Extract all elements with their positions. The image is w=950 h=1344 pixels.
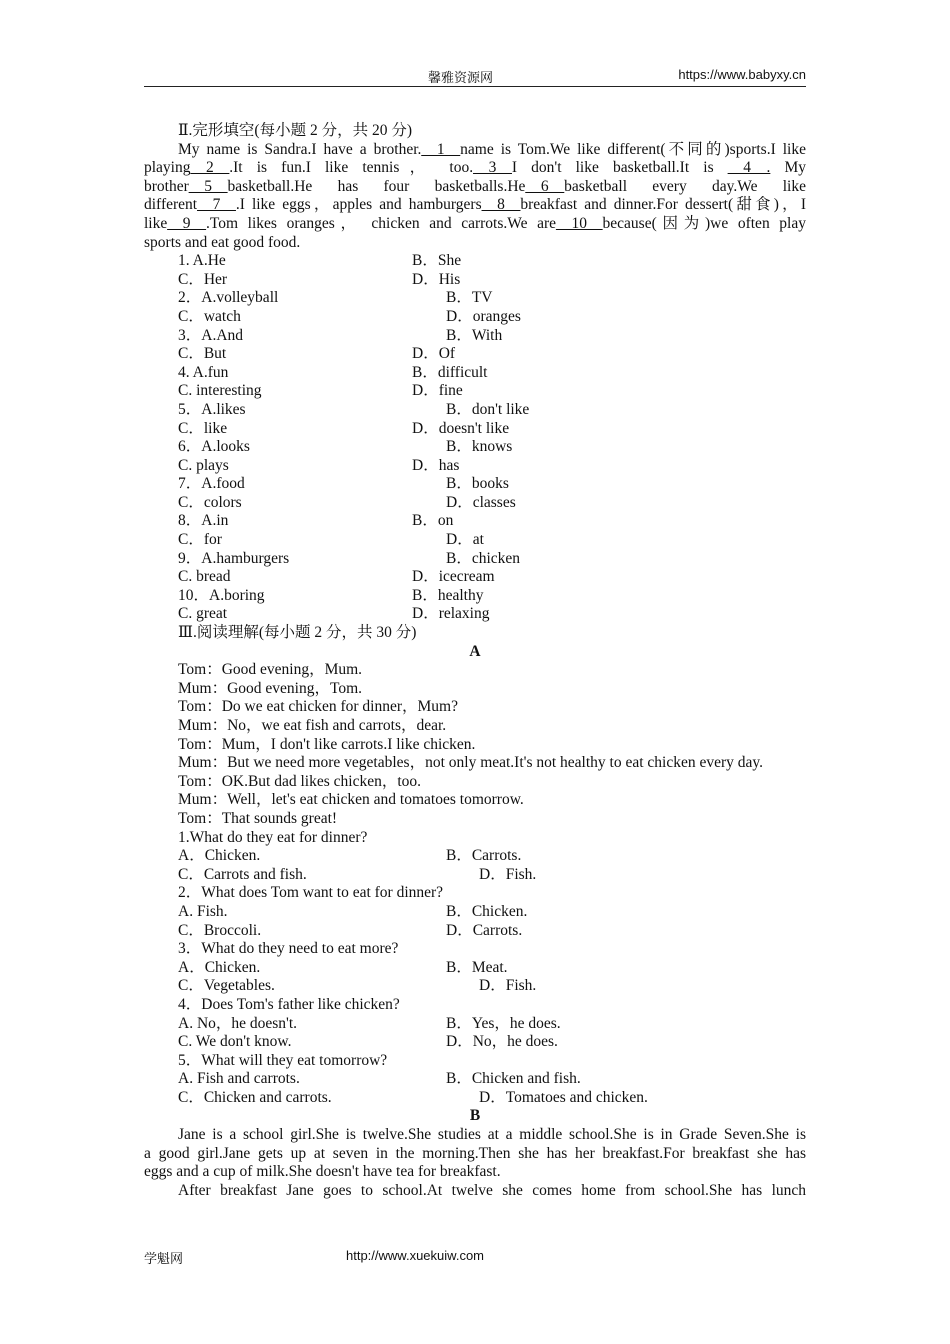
passage-b-line: a good girl.Jane gets up at seven in the morning.Then she has her breakfast.For breakfast she has — [144, 1144, 806, 1162]
header-url[interactable]: https://www.babyxy.cn — [678, 67, 806, 82]
footer-site-name: 学魁网 — [144, 1252, 184, 1267]
option-row: 1. A.He B．She — [178, 252, 462, 270]
passage-line: My name is Sandra.I have a brother.__1__name is Tom.We like different(不同的)sports.I like — [178, 140, 806, 158]
option-row: C．watch D．oranges — [178, 307, 521, 325]
dialogue-line: Tom：Do we eat chicken for dinner，Mum? — [178, 698, 458, 716]
passage-line: sports and eat good food. — [144, 233, 301, 251]
dialogue-line: Mum：But we need more vegetables，not only meat.It's not healthy to eat chicken every day. — [178, 754, 764, 772]
passage-b-line: After breakfast Jane goes to school.At twelve she comes home from school.She has lunch — [178, 1181, 806, 1199]
option-row: C. We don't know. D．No，he does. — [178, 1033, 558, 1051]
option-row: C．Her D．His — [178, 270, 461, 288]
option-row: A. Fish. B．Chicken. — [178, 902, 528, 920]
option-row: A. No，he doesn't. B．Yes，he does. — [178, 1014, 561, 1032]
passage-line: playing__2__.It is fun.I like tennis， too.__3__I don't like basketball.It is __4__. My — [144, 159, 807, 177]
blank-6: __6__ — [525, 177, 565, 195]
blank-10: __10__ — [556, 214, 603, 232]
blank-3: __3__ — [473, 159, 512, 177]
passage-b-line: Jane is a school girl.She is twelve.She studies at a middle school.She is in Grade Seven.She is — [178, 1126, 806, 1144]
passage-line: brother__5__basketball.He has four basketballs.He__6__basketball every day.We like — [144, 177, 806, 195]
option-row: C．Broccoli. D．Carrots. — [178, 921, 523, 939]
option-row: 8．A.in B．on — [178, 512, 454, 530]
option-row: C．Carrots and fish. D．Fish. — [178, 865, 537, 883]
option-row: 9．A.hamburgers B．chicken — [178, 549, 521, 567]
option-row: 6．A.looks B．knows — [178, 438, 513, 456]
question-text: 1.What do they eat for dinner? — [178, 828, 368, 846]
dialogue-line: Mum：Good evening，Tom. — [178, 679, 363, 697]
option-row: 10．A.boring B．healthy — [178, 586, 484, 604]
option-row: C. great D．relaxing — [178, 605, 490, 623]
document-body — [144, 122, 806, 1200]
part-a-heading: A — [469, 642, 481, 660]
passage-b-line: eggs and a cup of milk.She doesn't have tea for breakfast. — [144, 1163, 501, 1181]
option-row: A. Fish and carrots. B．Chicken and fish. — [178, 1070, 581, 1088]
dialogue-line: Tom：Mum，I don't like carrots.I like chicken. — [178, 735, 476, 753]
blank-2: __2__ — [190, 159, 230, 177]
option-row: C．Chicken and carrots. D．Tomatoes and chicken. — [178, 1088, 648, 1106]
dialogue-line: Tom：That sounds great! — [178, 809, 338, 827]
header-site-name: 馨雅资源网 — [428, 71, 494, 86]
dialogue-line: Tom：OK.But dad likes chicken，too. — [178, 772, 422, 790]
option-row: 2．A.volleyball B．TV — [178, 289, 493, 307]
footer-url[interactable]: http://www.xuekuiw.com — [346, 1248, 484, 1263]
question-text: 3．What do they need to eat more? — [178, 940, 399, 958]
option-row: C．for D．at — [178, 531, 484, 549]
blank-7: __7__ — [197, 196, 236, 214]
blank-9: __9__ — [167, 214, 206, 232]
blank-5: __5__ — [188, 177, 228, 195]
passage-line: like__9__.Tom likes oranges， chicken and carrots.We are__10__because(因为)we often play — [144, 214, 806, 232]
part-b-heading: B — [469, 1107, 481, 1125]
option-row: C．But D．Of — [178, 345, 456, 363]
option-row: C．like D．doesn't like — [178, 419, 510, 437]
question-text: 4．Does Tom's father like chicken? — [178, 995, 400, 1013]
option-row: 4. A.fun B．difficult — [178, 363, 488, 381]
option-row: 3．A.And B．With — [178, 326, 503, 344]
blank-8: __8__ — [481, 196, 521, 214]
option-row: C．colors D．classes — [178, 493, 516, 511]
question-text: 5．What will they eat tomorrow? — [178, 1051, 388, 1069]
option-row: C．Vegetables. D．Fish. — [178, 977, 537, 995]
dialogue-line: Mum：Well，let's eat chicken and tomatoes tomorrow. — [178, 791, 524, 809]
blank-1: __1__ — [421, 140, 461, 158]
section-2-title: Ⅱ.完形填空(每小题 2 分，共 20 分) — [178, 122, 412, 139]
dialogue-line: Mum：No，we eat fish and carrots，dear. — [178, 717, 447, 734]
question-text: 2．What does Tom want to eat for dinner? — [178, 884, 444, 902]
passage-line: different__7__.I like eggs，apples and hamburgers__8__breakfast and dinner.For dessert(甜食)，I — [144, 196, 806, 214]
dialogue-line: Tom：Good evening，Mum. — [178, 661, 363, 679]
option-row: C. bread D．icecream — [178, 568, 495, 586]
option-row: A．Chicken. B．Carrots. — [178, 847, 522, 865]
option-row: 7．A.food B．books — [178, 475, 509, 493]
option-row: A．Chicken. B．Meat. — [178, 958, 508, 976]
section-3-title: Ⅲ.阅读理解(每小题 2 分，共 30 分) — [178, 624, 417, 642]
blank-4: __4__. — [727, 159, 771, 177]
option-row: C. plays D．has — [178, 456, 460, 474]
page-header — [144, 64, 806, 87]
option-row: C. interesting D．fine — [178, 382, 463, 400]
option-row: 5．A.likes B．don't like — [178, 400, 530, 418]
